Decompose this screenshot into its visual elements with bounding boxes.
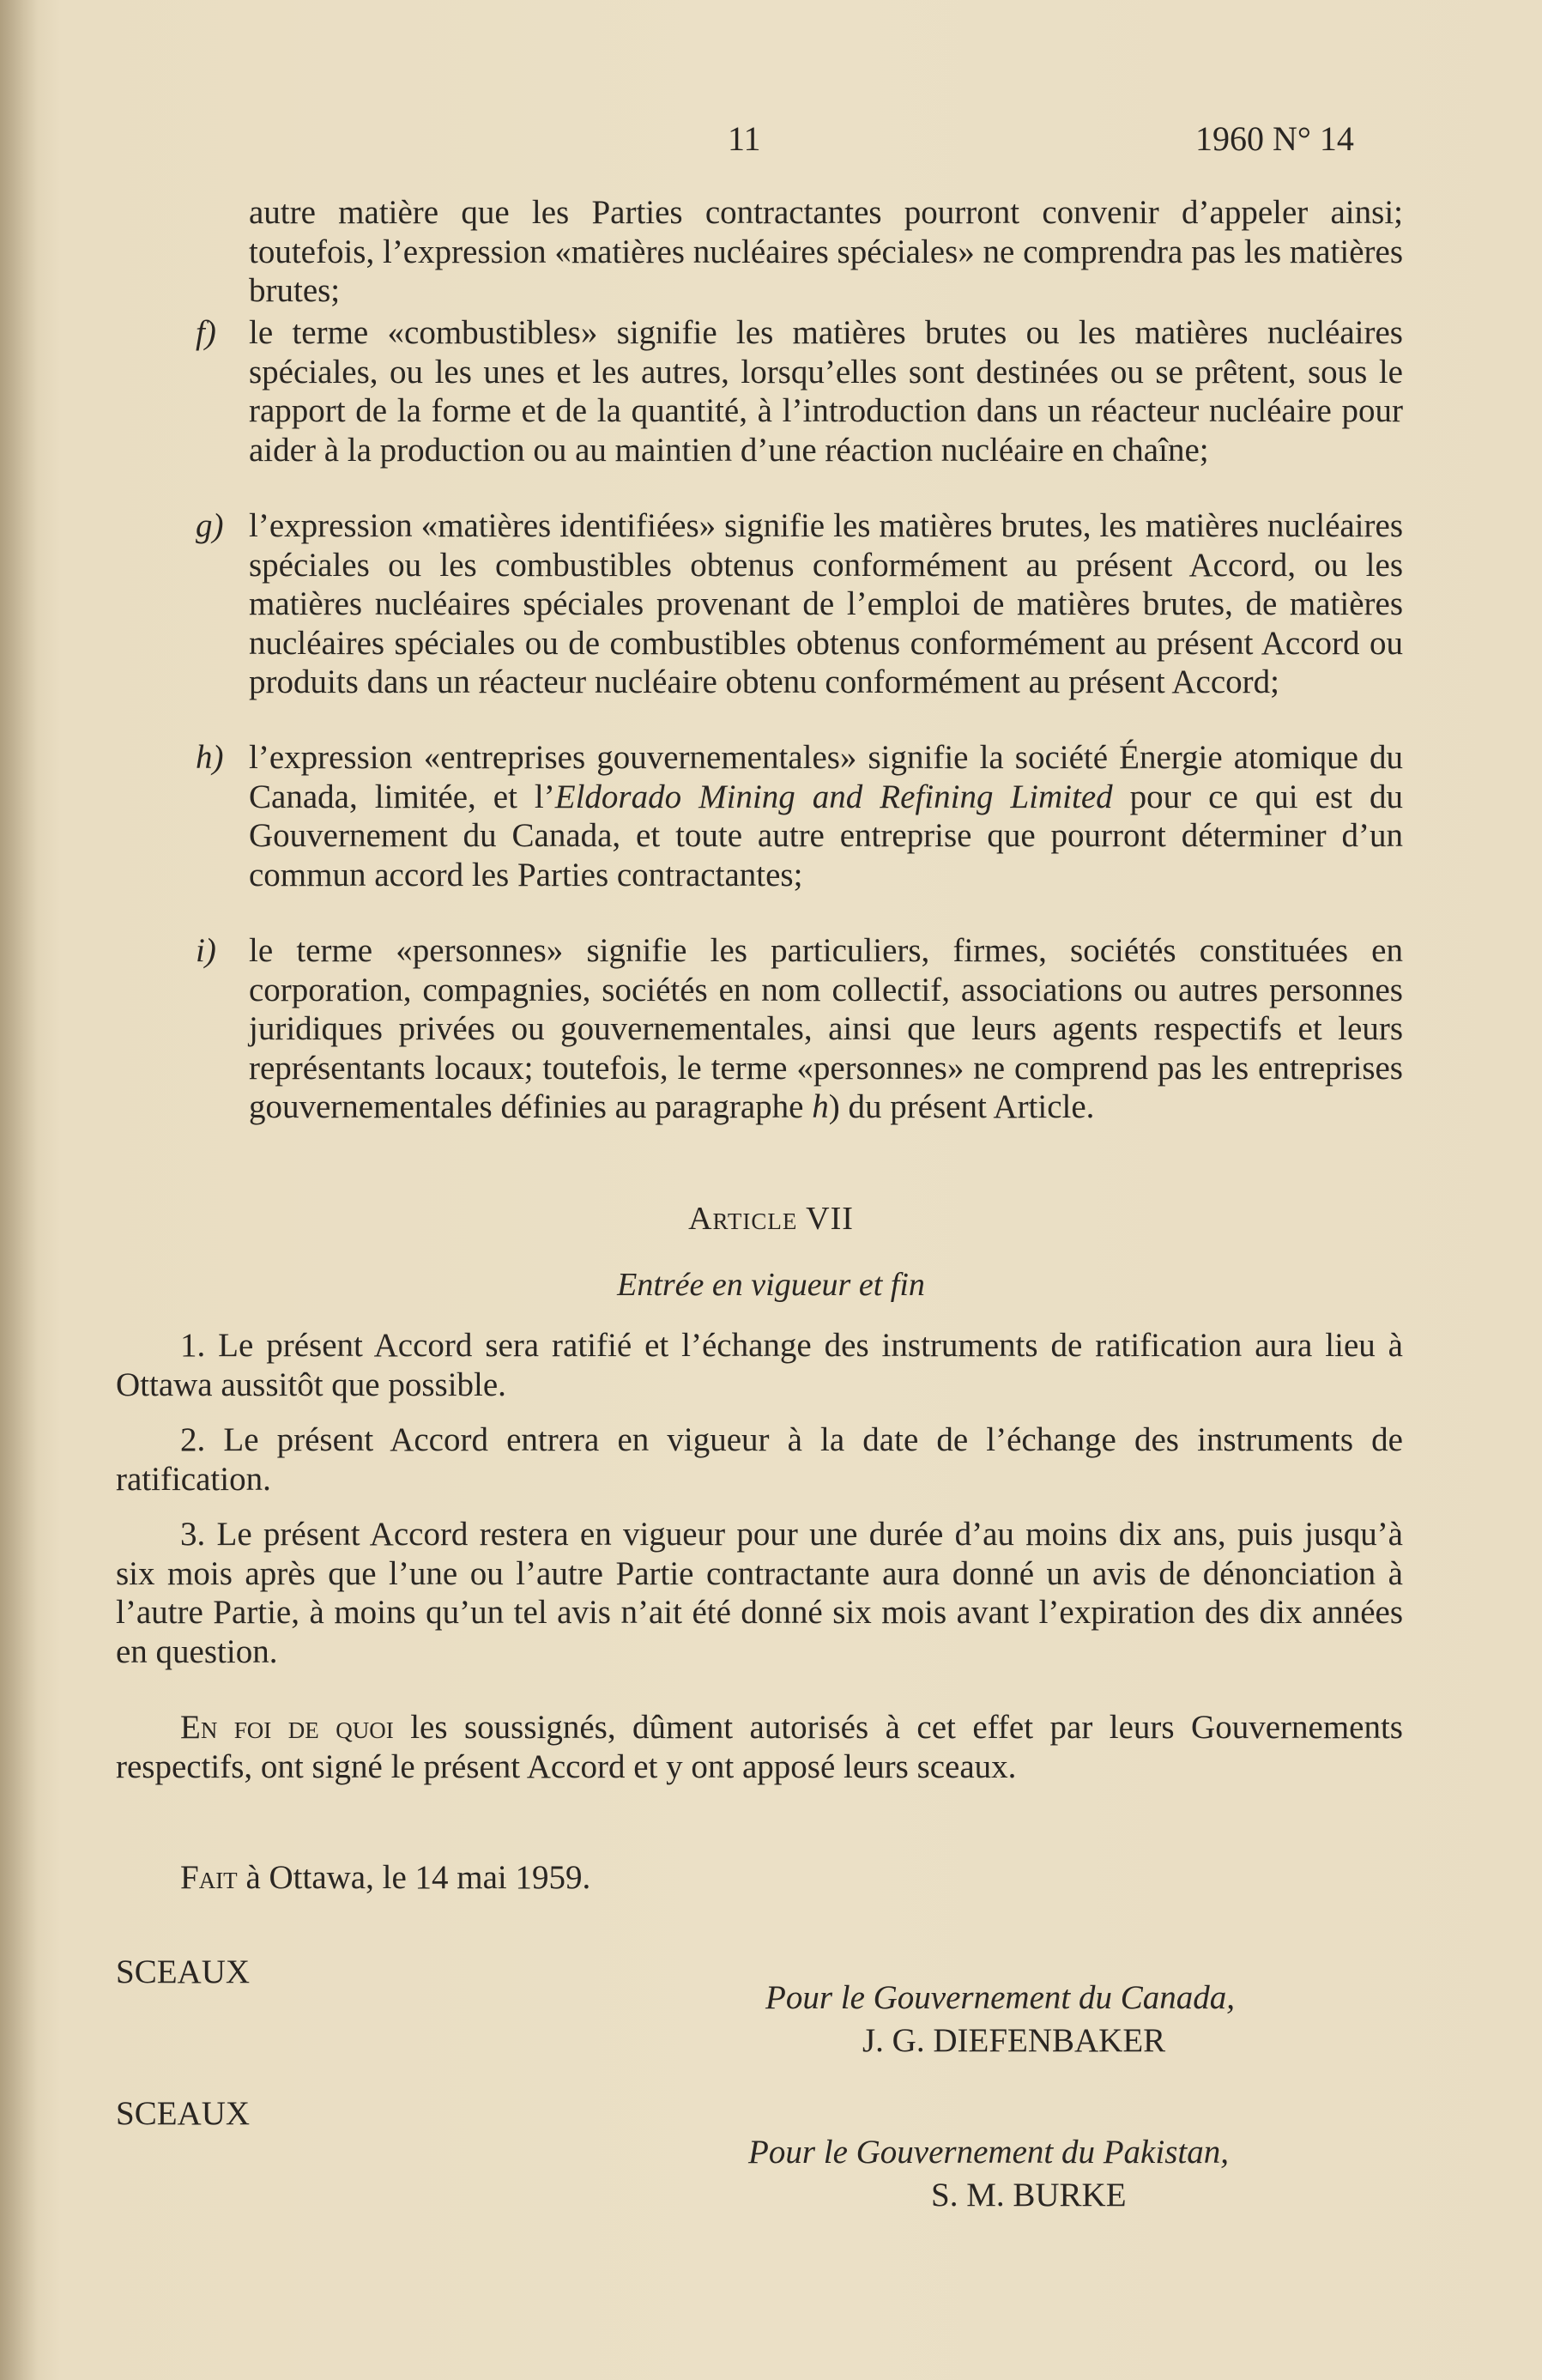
item-text: le terme «personnes» signifie les particuliers, firmes, sociétés constituées en corporation, compagnies, sociétés en nom collectif, associations ou autres personnes juridiques privées ou gouvernementales, ainsi que leurs agents respectifs et leurs représentants locaux; toutefois, le terme «personnes» ne comprend pas les entreprises gouvernementales définies au paragraphe <box>249 932 1403 1125</box>
clause-2: 2. Le présent Accord entrera en vigueur à la date de l’échange des instruments de ratification. <box>116 1421 1403 1498</box>
signatory-canada: Pour le Gouvernement du Canada, <box>765 1979 1235 2016</box>
article-heading: Article VII <box>688 1201 854 1237</box>
signer-name-canada: J. G. DIEFENBAKER <box>862 2022 1166 2059</box>
done-lead: Fait <box>180 1859 238 1896</box>
item-text-after: ) du présent Article. <box>828 1088 1095 1125</box>
done-line <box>180 1858 590 1897</box>
item-text-italic: h <box>812 1088 829 1125</box>
item-text: l’expression «matières identifiées» signifie les matières brutes, les matières nucléaires spéciales ou les combustibles obtenus conformément au présent Accord, ou les matières nucléaires spéciales provenant de l’emploi de matières brutes, de matières nucléaires spéciales ou de combustibles obtenus conformément au présent Accord ou produits dans un réacteur nucléaire obtenu conformément au présent Accord; <box>249 507 1403 700</box>
clause-1: 1. Le présent Accord sera ratifié et l’échange des instruments de ratification aura lieu à Ottawa aussitôt que possible. <box>116 1327 1403 1403</box>
definition-f <box>196 313 1403 469</box>
item-marker: h) <box>196 739 224 776</box>
intro-paragraph: autre matière que les Parties contractantes pourront convenir d’appeler ainsi; toutefois, l’expression «matières nucléaires spéciales» ne comprendra pas les matières brutes; <box>249 194 1404 309</box>
seal-label-canada: SCEAUX <box>116 1953 251 1990</box>
done-text: à Ottawa, le 14 mai 1959. <box>237 1859 591 1896</box>
signer-name-pakistan: S. M. BURKE <box>931 2177 1127 2213</box>
page-number: 11 <box>728 119 761 158</box>
item-text-italic: Eldorado Mining and Refining Limited <box>554 778 1113 815</box>
witness-text: les soussignés, dûment autorisés à cet effet par leurs Gouvernements respectifs, ont signé le présent Accord et y ont apposé leurs sceaux. <box>116 1709 1403 1785</box>
item-text-after: pour ce qui est du Gouvernement du Canada, et toute autre entreprise que pourront déterminer d’un commun accord les Parties contractantes; <box>249 778 1403 893</box>
seal-label-pakistan: SCEAUX <box>116 2095 251 2132</box>
binding-shadow <box>0 0 38 2380</box>
article-subheading: Entrée en vigueur et fin <box>617 1267 925 1303</box>
witness-lead: En foi de quoi <box>180 1709 394 1746</box>
item-marker: f) <box>196 314 216 351</box>
definition-h <box>196 738 1403 894</box>
running-head: 1960 N° 14 <box>1195 119 1354 158</box>
definition-i <box>196 931 1403 1127</box>
item-text: le terme «combustibles» signifie les matières brutes ou les matières nucléaires spéciales, ou les unes et les autres, lorsqu’elles sont destinées ou se prêtent, sous le rapport de la forme et de la quantité, à l’introduction dans un réacteur nucléaire pour aider à la production ou au maintien d’une réaction nucléaire en chaîne; <box>249 314 1403 469</box>
item-text: l’expression «entreprises gouvernementales» signifie la société Énergie atomique du Canada, limitée, et l’ <box>249 739 1403 815</box>
signatory-pakistan: Pour le Gouvernement du Pakistan, <box>748 2134 1229 2171</box>
item-marker: g) <box>196 507 224 544</box>
witness-clause <box>116 1708 1403 1786</box>
item-marker: i) <box>196 932 216 969</box>
definition-g <box>196 506 1403 702</box>
clause-3: 3. Le présent Accord restera en vigueur pour une durée d’au moins dix ans, puis jusqu’à six mois après que l’une ou l’autre Partie contractante aura donné un avis de dénonciation à l’autre Partie, à moins qu’un tel avis n’ait été donné six mois avant l’expiration des dix années en question. <box>116 1516 1403 1670</box>
